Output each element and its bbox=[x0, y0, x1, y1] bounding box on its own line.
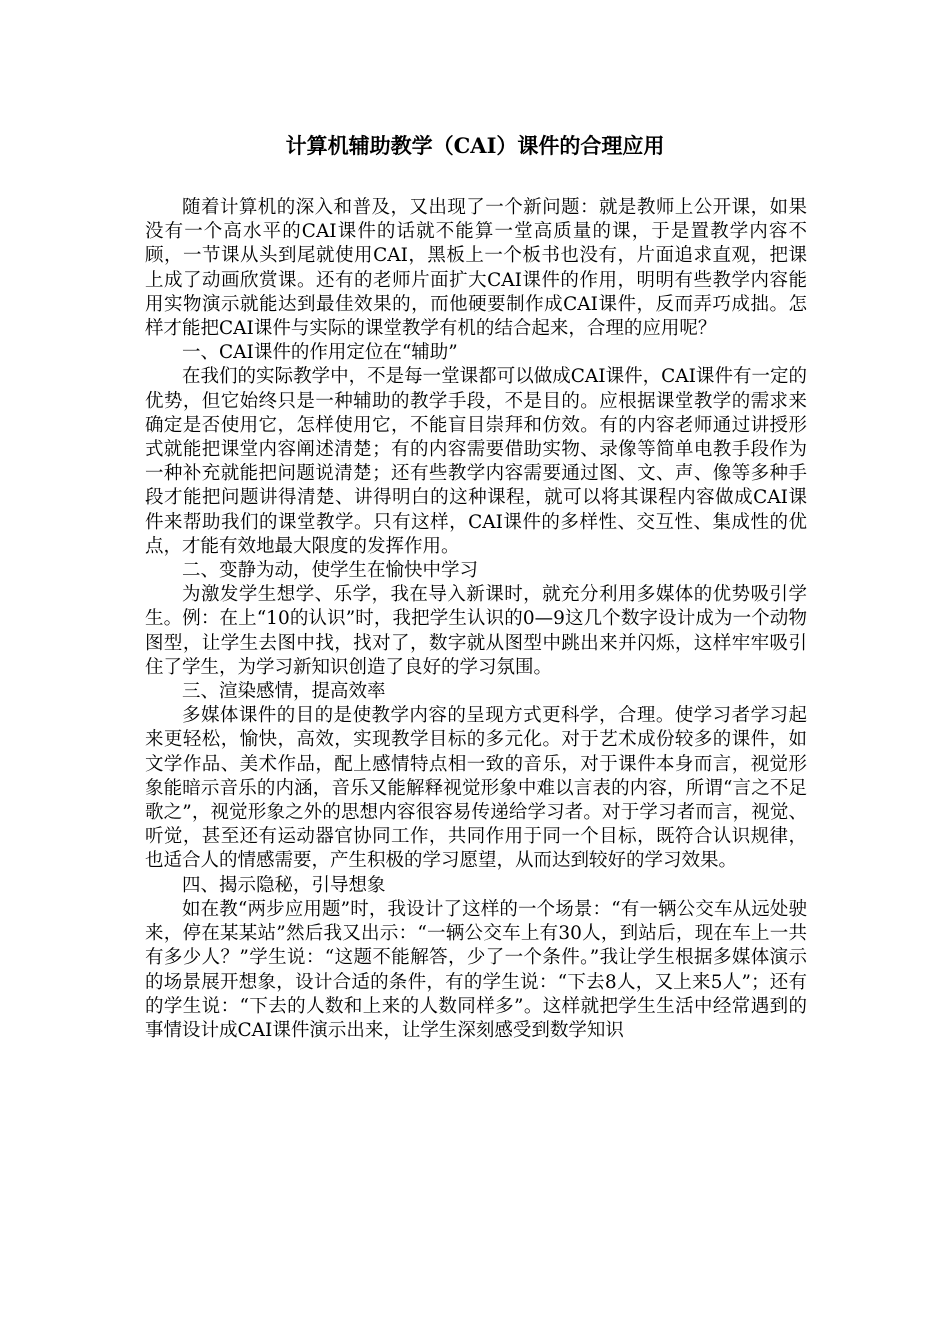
section-heading-2: 二、变静为动，使学生在愉快中学习 bbox=[182, 560, 479, 582]
section-paragraph-4: 如在教“两步应用题”时，我设计了这样的一个场景：“有一辆公交车从远处驶来，停在某某站”然后我又出示：“一辆公交车上有30人，到站后，现在车上一共有多少人？”学生说：“这题不能解答，少了一个条件。”我让学生根据多媒体演示的场景展开想象，设计合适的条件，有的学生说：“下去8人，又上来5人”；还有的学生说：“下去的人数和上来的人数同样多”。这样就把学生生活中经常遇到的事情设计成CAI课件演示出来，让学生深刻感受到数学知识 bbox=[145, 898, 807, 1041]
section-paragraph-2: 为激发学生想学、乐学，我在导入新课时，就充分利用多媒体的优势吸引学生。例：在上“10的认识”时，我把学生认识的0—9这几个数字设计成为一个动物图型，让学生去图中找，找对了，数字就从图型中跳出来并闪烁，这样牢牢吸引住了学生，为学习新知识创造了良好的学习氛围。 bbox=[145, 584, 807, 678]
section-paragraph-3: 多媒体课件的目的是使教学内容的呈现方式更科学，合理。使学习者学习起来更轻松，愉快，高效，实现教学目标的多元化。对于艺术成份较多的课件，如文学作品、美术作品，配上感情特点相一致的音乐，对于课件本身而言，视觉形象能暗示音乐的内涵，音乐又能解释视觉形象中难以言表的内容，所谓“言之不足歌之”，视觉形象之外的思想内容很容易传递给学习者。对于学习者而言，视觉、听觉，甚至还有运动器官协同工作，共同作用于同一个目标，既符合认识规律，也适合人的情感需要，产生积极的学习愿望，从而达到较好的学习效果。 bbox=[145, 705, 807, 872]
section-heading-1: 一、CAI课件的作用定位在“辅助” bbox=[182, 342, 458, 364]
intro-paragraph: 随着计算机的深入和普及，又出现了一个新问题：就是教师上公开课，如果没有一个高水平的CAI课件的话就不能算一堂高质量的课，于是置教学内容不顾，一节课从头到尾就使用CAI，黑板上一个板书也没有，片面追求直观，把课上成了动画欣赏课。还有的老师片面扩大CAI课件的作用，明明有些教学内容能用实物演示就能达到最佳效果的，而他硬要制作成CAI课件，反而弄巧成拙。怎样才能把CAI课件与实际的课堂教学有机的结合起来，合理的应用呢？ bbox=[145, 197, 807, 340]
document-title: 计算机辅助教学（CAI）课件的合理应用 bbox=[285, 133, 665, 158]
section-heading-3: 三、渲染感情，提高效率 bbox=[182, 681, 386, 703]
document-body bbox=[145, 196, 807, 1043]
section-heading-4: 四、揭示隐秘，引导想象 bbox=[182, 874, 386, 896]
section-paragraph-1: 在我们的实际教学中，不是每一堂课都可以做成CAI课件，CAI课件有一定的优势，但它始终只是一种辅助的教学手段，不是目的。应根据课堂教学的需求来确定是否使用它，怎样使用它，不能盲目崇拜和仿效。有的内容老师通过讲授形式就能把课堂内容阐述清楚；有的内容需要借助实物、录像等简单电教手段作为一种补充就能把问题说清楚；还有些教学内容需要通过图、文、声、像等多种手段才能把问题讲得清楚、讲得明白的这种课程，就可以将其课程内容做成CAI课件来帮助我们的课堂教学。只有这样，CAI课件的多样性、交互性、集成性的优点，才能有效地最大限度的发挥作用。 bbox=[145, 366, 807, 557]
